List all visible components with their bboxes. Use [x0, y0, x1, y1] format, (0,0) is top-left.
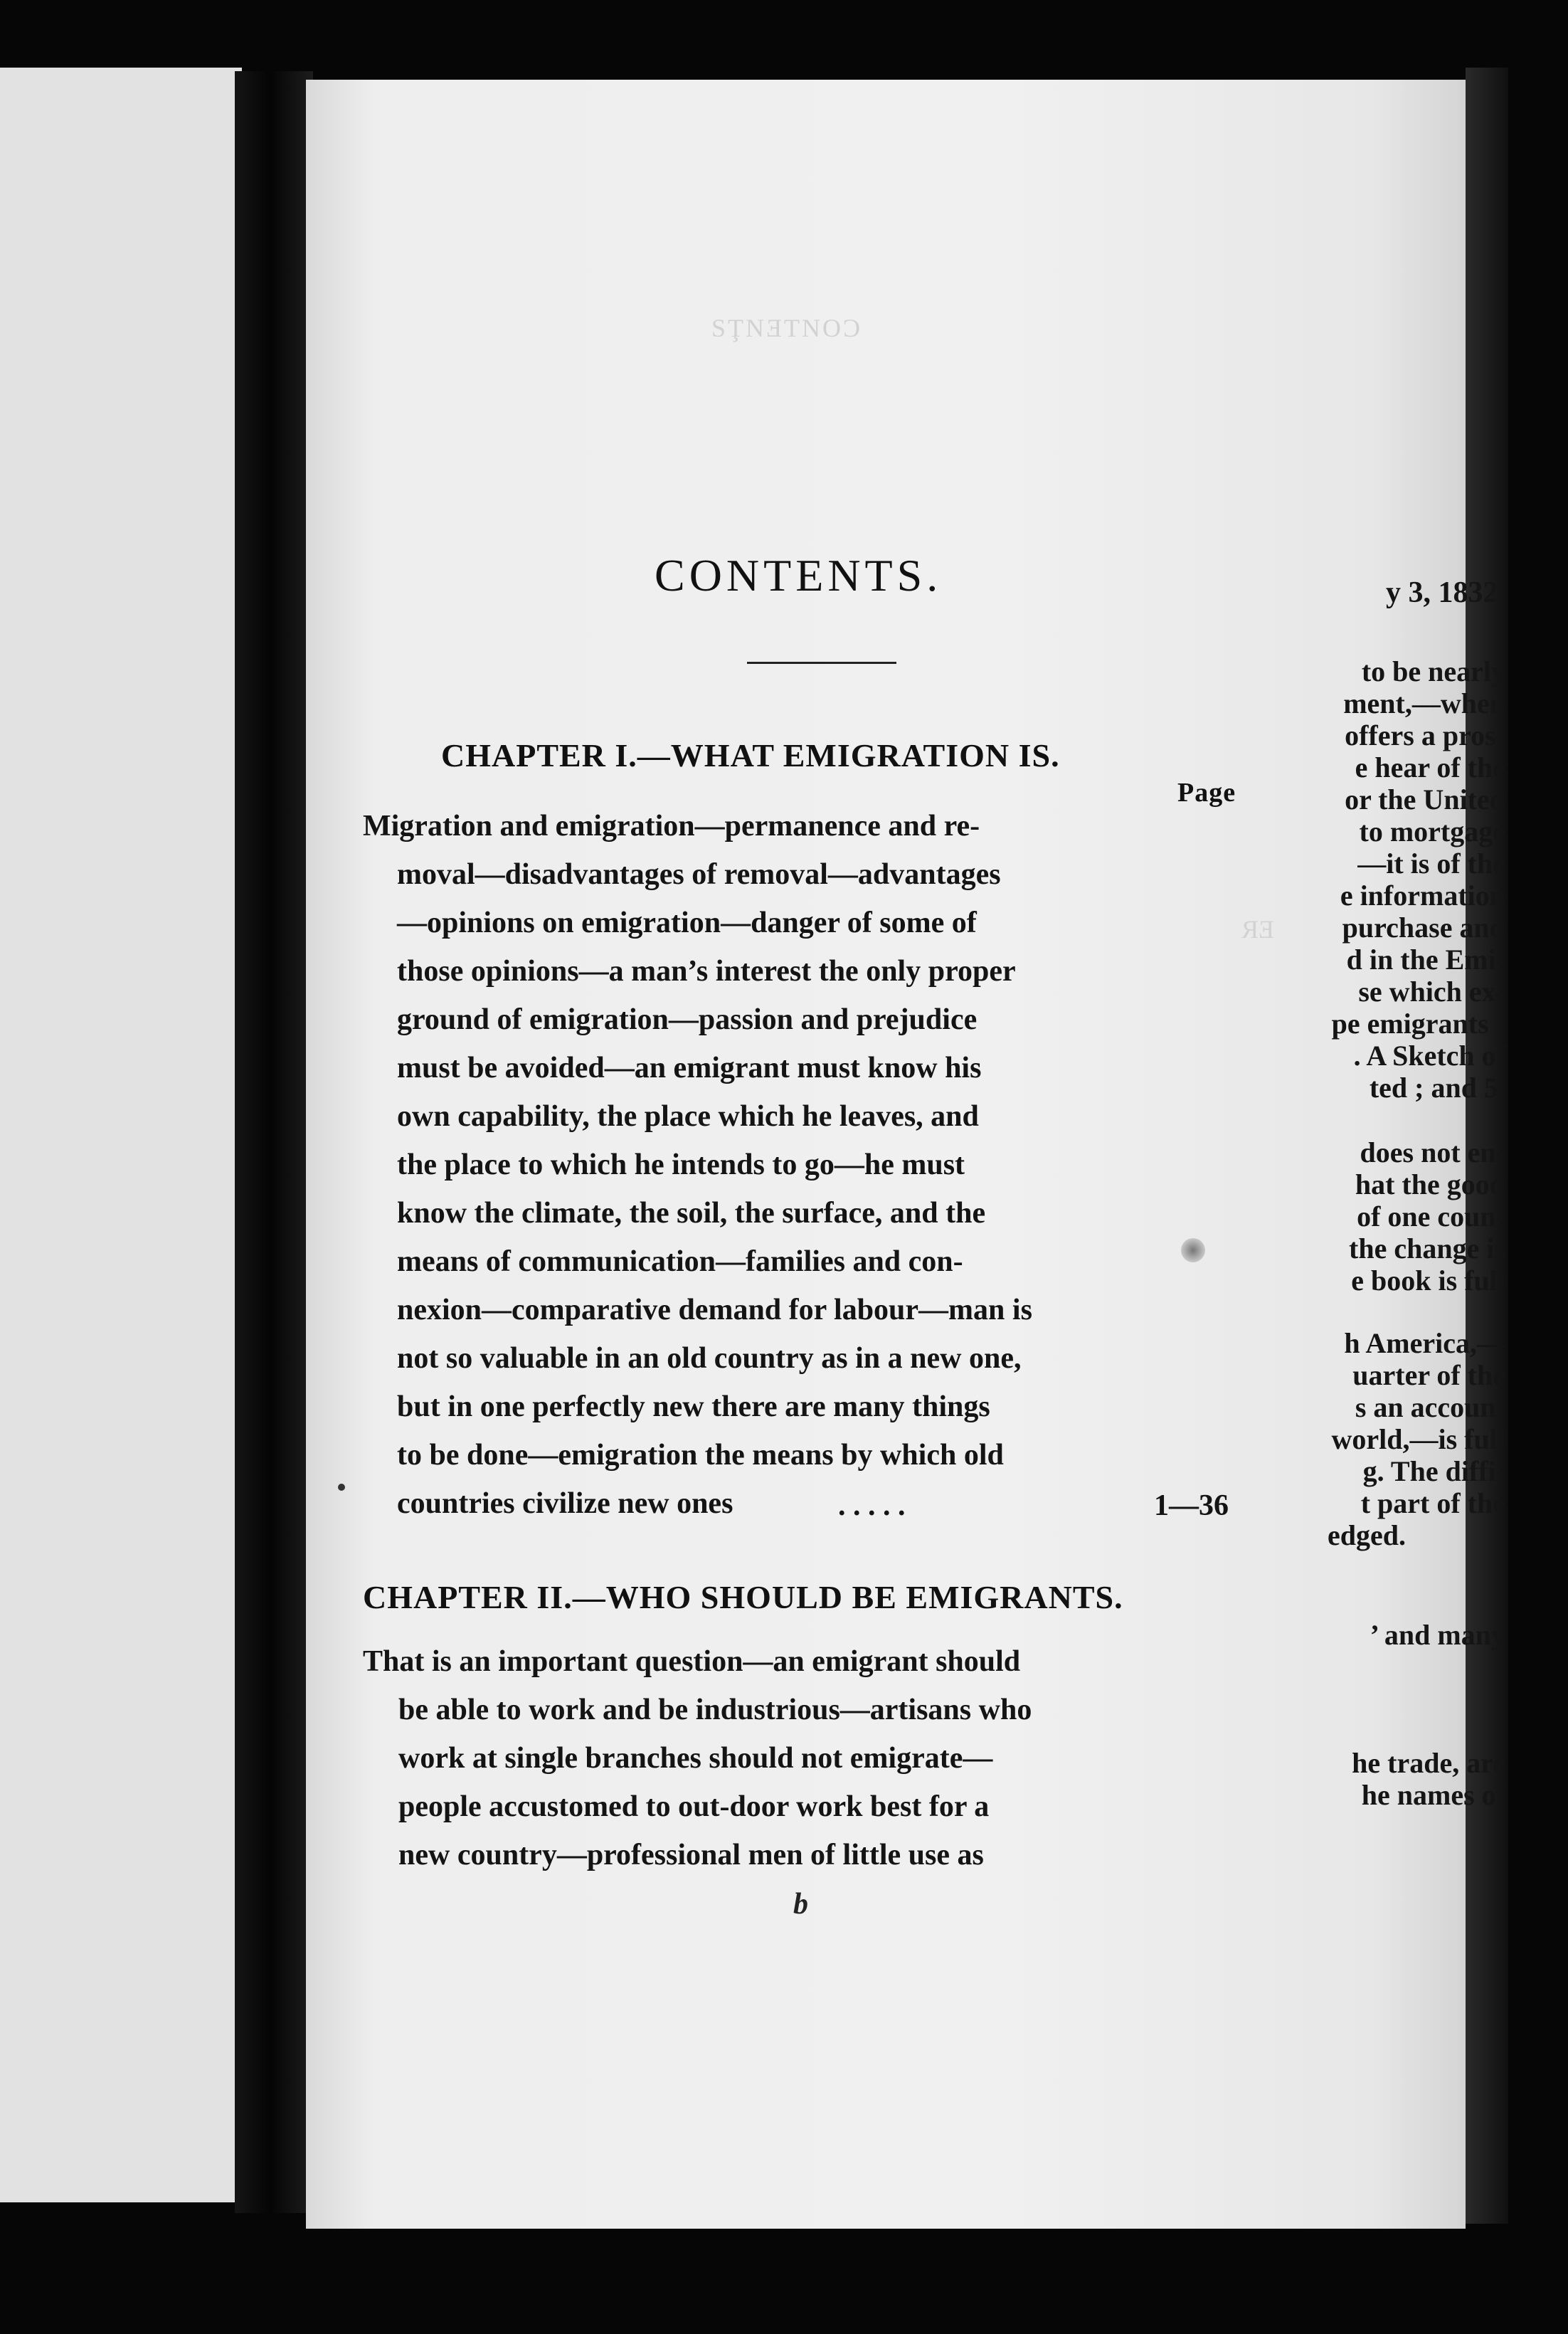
left-page-line: hat the good	[1355, 1168, 1505, 1200]
left-page-line: ’ and many	[1370, 1619, 1505, 1651]
left-page-line: to mortgage	[1359, 815, 1505, 847]
scan-speck	[338, 1484, 345, 1491]
toc-line: be able to work and be industrious—artisans who	[398, 1694, 1032, 1726]
left-page-line: . A Sketch of	[1353, 1040, 1505, 1072]
left-page-line: world,—is full	[1331, 1423, 1505, 1455]
left-page-line: ted ; and 5.	[1369, 1072, 1505, 1104]
toc-line: —opinions on emigration—danger of some of	[397, 907, 977, 939]
dot-leader: . . . . .	[838, 1489, 906, 1522]
toc-line: those opinions—a man’s interest the only proper	[397, 955, 1016, 988]
chapter-heading: CHAPTER II.—WHO SHOULD BE EMIGRANTS.	[363, 1579, 1123, 1615]
left-page-line: e hear of the	[1355, 751, 1505, 783]
bleed-through-text: ЯƎ	[1241, 915, 1275, 944]
contents-title: CONTENTS.	[655, 550, 943, 601]
toc-line: but in one perfectly new there are many things	[397, 1390, 990, 1423]
left-page-line: to be nearly	[1361, 655, 1505, 687]
scan-speck	[1181, 1238, 1205, 1262]
left-page-line: offers a pros-	[1345, 719, 1505, 751]
left-page-line: g. The diffi-	[1362, 1455, 1505, 1487]
page-column-label: Page	[1177, 778, 1236, 808]
toc-line: must be avoided—an emigrant must know his	[397, 1052, 982, 1084]
left-page-line: pe emigrants ;	[1331, 1008, 1505, 1040]
left-page-line: uarter of the	[1352, 1359, 1505, 1391]
book-gutter	[235, 71, 313, 2213]
left-page-line: s an account	[1355, 1391, 1505, 1423]
toc-line: know the climate, the soil, the surface, and the	[397, 1197, 986, 1230]
left-page-line: se which ex-	[1358, 976, 1505, 1008]
toc-line: not so valuable in an old country as in a new one,	[397, 1342, 1022, 1375]
toc-line: work at single branches should not emigrate—	[398, 1742, 993, 1775]
left-page-line: —it is of the	[1357, 847, 1505, 880]
toc-line: ground of emigration—passion and prejudice	[397, 1003, 978, 1036]
toc-line: moval—disadvantages of removal—advantages	[397, 858, 1001, 891]
toc-line: new country—professional men of little use as	[398, 1839, 984, 1871]
left-page-line: or the United	[1345, 783, 1505, 815]
bleed-through-text: SŢNƎTNOƆ	[711, 314, 862, 342]
toc-line: the place to which he intends to go—he must	[397, 1148, 965, 1181]
left-page-line: edged.	[1328, 1519, 1406, 1551]
toc-line: own capability, the place which he leaves, and	[397, 1100, 979, 1133]
toc-line: means of communication—families and con-	[397, 1245, 963, 1278]
title-rule	[747, 662, 896, 664]
signature-mark: b	[793, 1888, 808, 1921]
left-page-line: d in the Emi-	[1346, 944, 1505, 976]
left-page-line: he names of	[1361, 1779, 1505, 1811]
page-range: 1—36	[1154, 1489, 1229, 1522]
chapter-heading: CHAPTER I.—WHAT EMIGRATION IS.	[441, 737, 1060, 773]
left-page-line: does not en-	[1360, 1136, 1505, 1168]
toc-line: people accustomed to out-door work best for a	[398, 1790, 990, 1823]
toc-line: That is an important question—an emigrant should	[363, 1645, 1021, 1678]
left-page-line: he trade, are	[1352, 1747, 1505, 1779]
left-page-line: t part of the	[1360, 1487, 1505, 1519]
left-page-line: the change is	[1349, 1232, 1505, 1264]
left-page-line: y 3, 1832.	[1386, 576, 1505, 609]
left-page-line: e book is full	[1351, 1264, 1505, 1297]
left-page-line: of one coun-	[1357, 1200, 1505, 1232]
left-page-line: e information	[1340, 880, 1505, 912]
left-page-line: h America,—	[1344, 1327, 1505, 1359]
toc-line: nexion—comparative demand for labour—man is	[397, 1294, 1032, 1326]
left-page-line: purchase and	[1342, 912, 1505, 944]
left-page	[0, 68, 242, 2202]
toc-line: countries civilize new ones	[397, 1487, 733, 1520]
left-page-line: ment,—when	[1343, 687, 1505, 719]
toc-line: Migration and emigration—permanence and re-	[363, 810, 980, 843]
toc-line: to be done—emigration the means by which old	[397, 1439, 1004, 1472]
